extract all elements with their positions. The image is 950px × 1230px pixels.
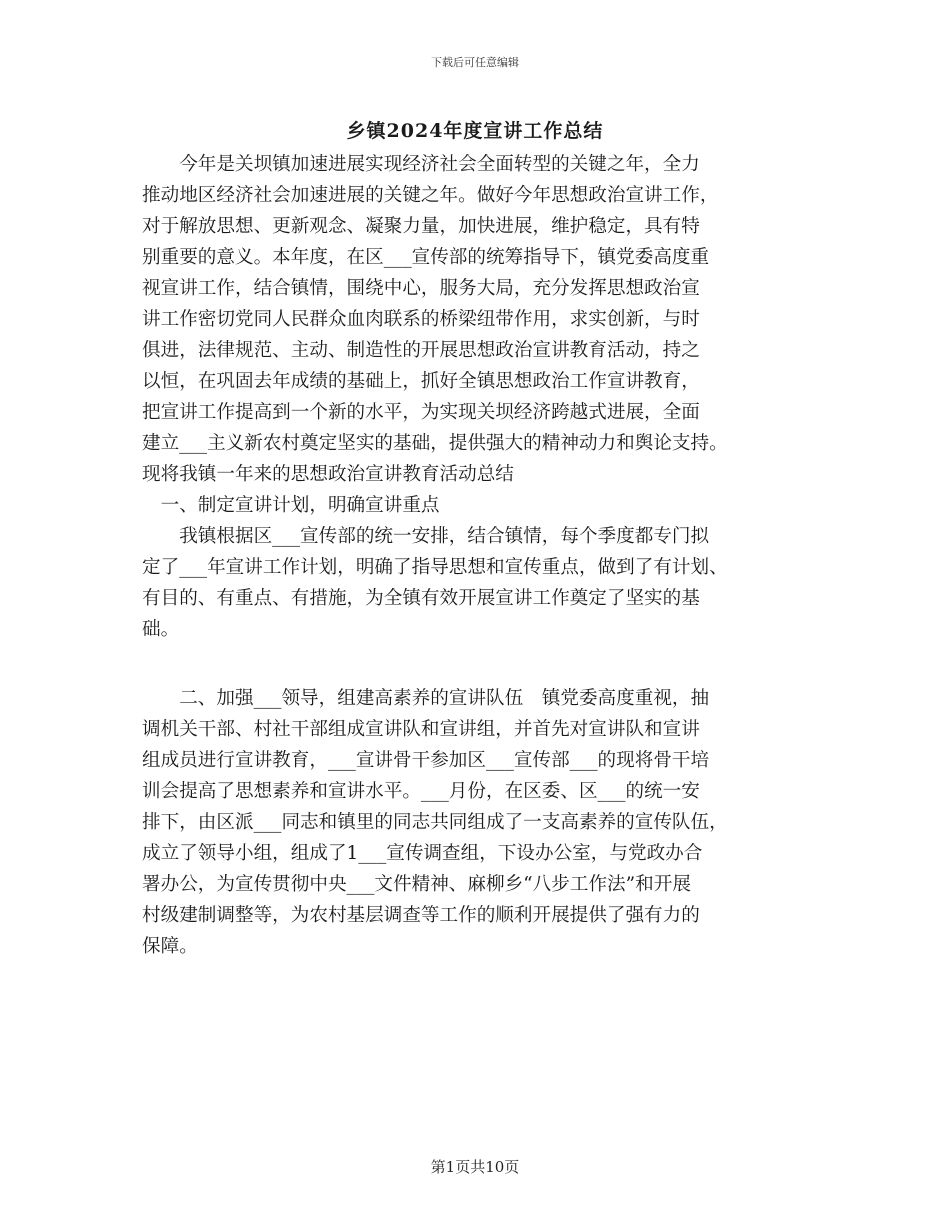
paragraph-line: 有目的、有重点、有措施，为全镇有效开展宣讲工作奠定了坚实的基 <box>142 588 700 609</box>
paragraph-line: 村级建制调整等，为农村基层调查等工作的顺利开展提供了强有力的 <box>142 905 700 926</box>
document-title: 乡镇2024年度宣讲工作总结 <box>346 120 604 142</box>
paragraph-line: 推动地区经济社会加速进展的关键之年。做好今年思想政治宣讲工作， <box>142 185 719 206</box>
paragraph-line: 把宣讲工作提高到一个新的水平，为实现关坝经济跨越式进展，全面 <box>142 402 700 423</box>
header-note: 下载后可任意编辑 <box>431 56 519 69</box>
section-heading-1: 一、制定宣讲计划，明确宣讲重点 <box>142 495 440 516</box>
paragraph-line: 调机关干部、村社干部组成宣讲队和宣讲组，并首先对宣讲队和宣讲 <box>142 719 700 740</box>
paragraph-gap <box>142 645 822 683</box>
paragraph-line: 署办公，为宣传贯彻中央___文件精神、麻柳乡“八步工作法”和开展 <box>142 874 691 895</box>
document-body <box>142 149 822 962</box>
paragraph-line: 对于解放思想、更新观念、凝聚力量，加快进展，维护稳定，具有特 <box>142 216 700 237</box>
paragraph-line: 今年是关坝镇加速进展实现经济社会全面转型的关键之年，全力 <box>142 154 700 175</box>
paragraph-line: 组成员进行宣讲教育，___宣讲骨干参加区___宣传部___的现将骨干培 <box>142 750 710 771</box>
paragraph-line: 础。 <box>142 619 180 640</box>
paragraph-line: 别重要的意义。本年度，在区___宣传部的统筹指导下，镇党委高度重 <box>142 247 710 268</box>
paragraph-line: 我镇根据区___宣传部的统一安排，结合镇情，每个季度都专门拟 <box>142 526 710 547</box>
paragraph-line: 讲工作密切党同人民群众血肉联系的桥梁纽带作用，求实创新，与时 <box>142 309 700 330</box>
section-heading-2: 二、加强___领导，组建高素养的宣讲队伍 镇党委高度重视，抽 <box>142 688 710 709</box>
paragraph-line: 俱进，法律规范、主动、制造性的开展思想政治宣讲教育活动，持之 <box>142 340 700 361</box>
paragraph-line: 排下，由区派___同志和镇里的同志共同组成了一支高素养的宣传队伍， <box>142 812 728 833</box>
paragraph-line: 现将我镇一年来的思想政治宣讲教育活动总结 <box>142 464 514 485</box>
paragraph-line: 成立了领导小组，组成了1___宣传调查组，下设办公室，与党政办合 <box>142 843 703 864</box>
paragraph-line: 建立___主义新农村奠定坚实的基础，提供强大的精神动力和舆论支持。 <box>142 433 728 454</box>
page-footer: 第1页共10页 <box>430 1158 520 1176</box>
paragraph-line: 保障。 <box>142 936 198 957</box>
paragraph-line: 定了___年宣讲工作计划，明确了指导思想和宣传重点，做到了有计划、 <box>142 557 728 578</box>
paragraph-line: 以恒，在巩固去年成绩的基础上，抓好全镇思想政治工作宣讲教育， <box>142 371 700 392</box>
paragraph-line: 视宣讲工作，结合镇情，围绕中心，服务大局，充分发挥思想政治宣 <box>142 278 700 299</box>
paragraph-line: 训会提高了思想素养和宣讲水平。___月份，在区委、区___的统一安 <box>142 781 700 802</box>
